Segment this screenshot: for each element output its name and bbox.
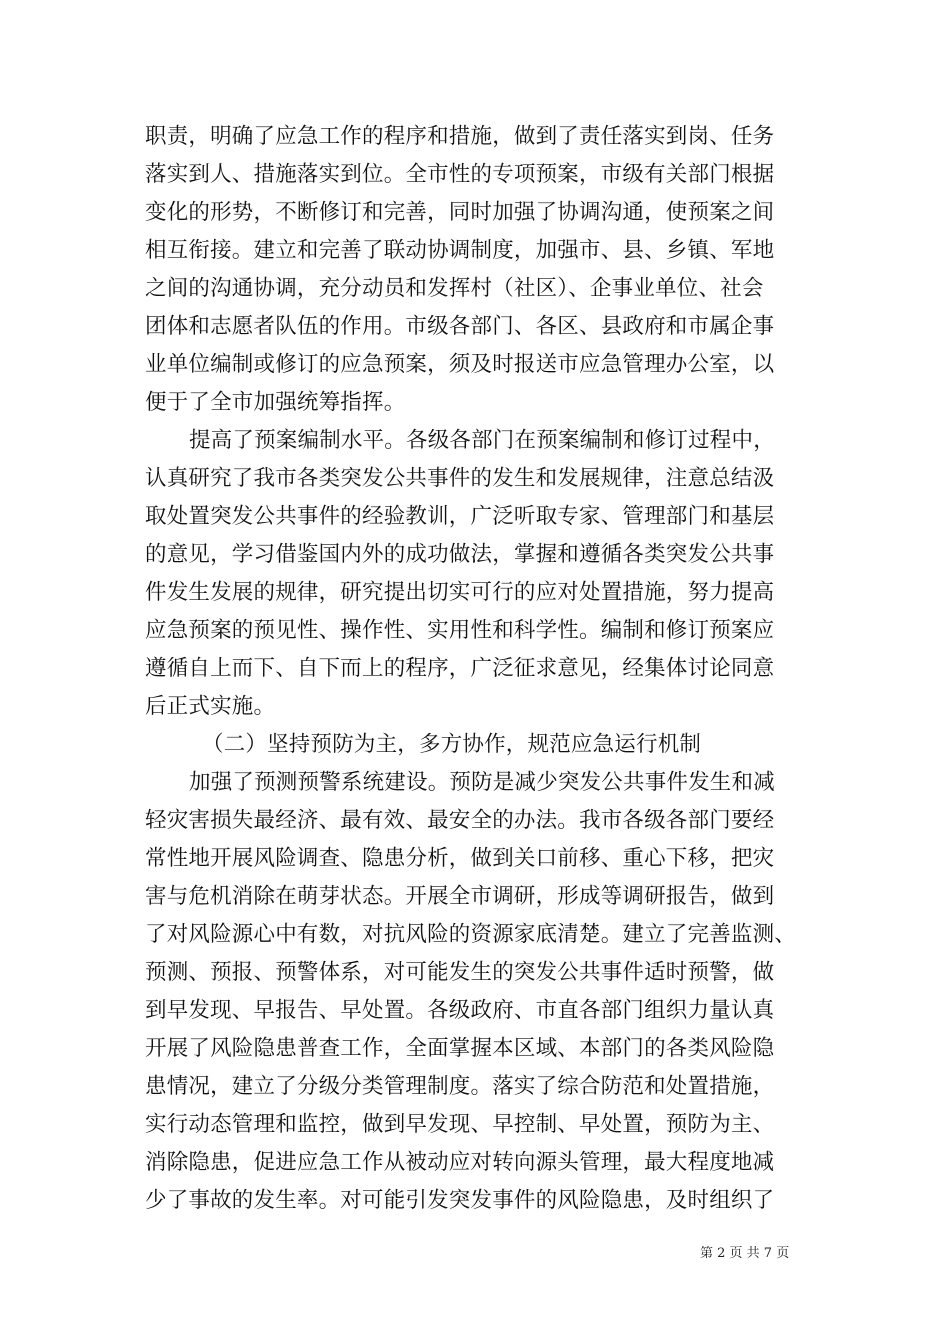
text-line: 了对风险源心中有数，对抗风险的资源家底清楚。建立了完善监测、 — [145, 922, 797, 947]
text-line: 件发生发展的规律，研究提出切实可行的应对处置措施，努力提高 — [145, 580, 775, 605]
text-line: 认真研究了我市各类突发公共事件的发生和发展规律，注意总结汲 — [145, 466, 775, 491]
text-line: 到早发现、早报告、早处置。各级政府、市直各部门组织力量认真 — [145, 998, 775, 1023]
text-line: 后正式实施。 — [145, 694, 276, 719]
text-line: 实行动态管理和监控，做到早发现、早控制、早处置，预防为主、 — [145, 1112, 775, 1137]
paragraph-start-line: 加强了预测预警系统建设。预防是减少突发公共事件发生和减 — [189, 770, 775, 795]
text-line: 职责，明确了应急工作的程序和措施，做到了责任落实到岗、任务 — [145, 124, 775, 149]
text-line: 相互衔接。建立和完善了联动协调制度，加强市、县、乡镇、军地 — [145, 238, 775, 263]
text-line: 轻灾害损失最经济、最有效、最安全的办法。我市各级各部门要经 — [145, 808, 775, 833]
text-line: 便于了全市加强统筹指挥。 — [145, 390, 406, 415]
text-line: 应急预案的预见性、操作性、实用性和科学性。编制和修订预案应 — [145, 618, 775, 643]
section-heading: （二）坚持预防为主，多方协作，规范应急运行机制 — [202, 732, 702, 757]
text-line: 业单位编制或修订的应急预案，须及时报送市应急管理办公室，以 — [145, 352, 775, 377]
text-line: 落实到人、措施落实到位。全市性的专项预案，市级有关部门根据 — [145, 162, 775, 187]
page-footer: 第 2 页 共 7 页 — [700, 1246, 790, 1261]
text-line: 遵循自上而下、自下而上的程序，广泛征求意见，经集体讨论同意 — [145, 656, 775, 681]
text-line: 开展了风险隐患普查工作，全面掌握本区域、本部门的各类风险隐 — [145, 1036, 775, 1061]
text-line: 常性地开展风险调查、隐患分析，做到关口前移、重心下移，把灾 — [145, 846, 775, 871]
text-line: 害与危机消除在萌芽状态。开展全市调研，形成等调研报告，做到 — [145, 884, 775, 909]
text-line: 少了事故的发生率。对可能引发突发事件的风险隐患，及时组织了 — [145, 1188, 775, 1213]
text-line: 团体和志愿者队伍的作用。市级各部门、各区、县政府和市属企事 — [145, 314, 775, 339]
text-line: 消除隐患，促进应急工作从被动应对转向源头管理，最大程度地减 — [145, 1150, 775, 1175]
text-line: 的意见，学习借鉴国内外的成功做法，掌握和遵循各类突发公共事 — [145, 542, 775, 567]
text-line: 预测、预报、预警体系，对可能发生的突发公共事件适时预警，做 — [145, 960, 775, 985]
text-line: 取处置突发公共事件的经验教训，广泛听取专家、管理部门和基层 — [145, 504, 775, 529]
text-line: 变化的形势，不断修订和完善，同时加强了协调沟通，使预案之间 — [145, 200, 775, 225]
text-line: 之间的沟通协调，充分动员和发挥村（社区）、企事业单位、社会 — [145, 276, 764, 301]
paragraph-start-line: 提高了预案编制水平。各级各部门在预案编制和修订过程中， — [189, 428, 775, 453]
text-line: 患情况，建立了分级分类管理制度。落实了综合防范和处置措施， — [145, 1074, 775, 1099]
